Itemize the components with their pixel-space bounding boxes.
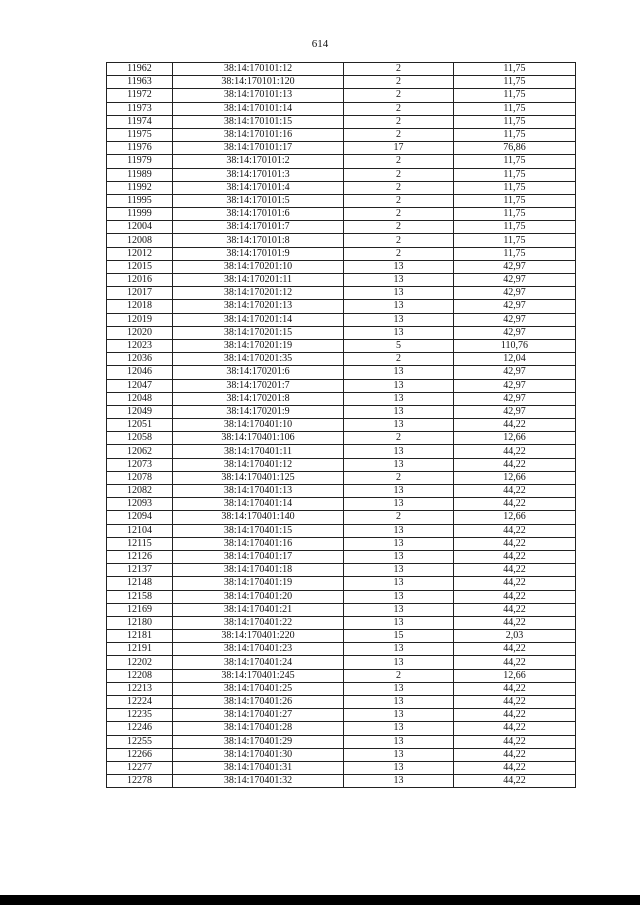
record-number-cell: 12208: [107, 669, 173, 682]
value-cell: 11,75: [454, 168, 576, 181]
count-cell: 13: [344, 735, 454, 748]
count-cell: 17: [344, 142, 454, 155]
count-cell: 2: [344, 168, 454, 181]
count-cell: 2: [344, 128, 454, 141]
table-row: [107, 379, 576, 392]
count-cell: 5: [344, 339, 454, 352]
table-row: [107, 208, 576, 221]
cadastral-number-cell: 38:14:170401:31: [173, 761, 344, 774]
value-cell: 42,97: [454, 366, 576, 379]
count-cell: 13: [344, 682, 454, 695]
cadastral-number-cell: 38:14:170401:22: [173, 616, 344, 629]
value-cell: 12,66: [454, 471, 576, 484]
count-cell: 2: [344, 511, 454, 524]
value-cell: 42,97: [454, 287, 576, 300]
cadastral-number-cell: 38:14:170101:3: [173, 168, 344, 181]
cadastral-number-cell: 38:14:170201:6: [173, 366, 344, 379]
count-cell: 13: [344, 761, 454, 774]
record-number-cell: 12062: [107, 445, 173, 458]
value-cell: 44,22: [454, 761, 576, 774]
table-row: [107, 247, 576, 260]
cadastral-number-cell: 38:14:170401:11: [173, 445, 344, 458]
record-number-cell: 12078: [107, 471, 173, 484]
value-cell: 42,97: [454, 260, 576, 273]
table-row: [107, 194, 576, 207]
cadastral-number-cell: 38:14:170401:125: [173, 471, 344, 484]
table-row: [107, 498, 576, 511]
table-row: [107, 590, 576, 603]
record-number-cell: 12278: [107, 775, 173, 788]
cadastral-number-cell: 38:14:170401:26: [173, 696, 344, 709]
record-number-cell: 12202: [107, 656, 173, 669]
cadastral-number-cell: 38:14:170401:27: [173, 709, 344, 722]
value-cell: 44,22: [454, 616, 576, 629]
record-number-cell: 12036: [107, 353, 173, 366]
table-row: [107, 735, 576, 748]
value-cell: 110,76: [454, 339, 576, 352]
table-row: [107, 511, 576, 524]
table-row: [107, 669, 576, 682]
record-number-cell: 12094: [107, 511, 173, 524]
value-cell: 11,75: [454, 76, 576, 89]
table-row: [107, 392, 576, 405]
cadastral-number-cell: 38:14:170401:12: [173, 458, 344, 471]
cadastral-number-cell: 38:14:170201:9: [173, 405, 344, 418]
record-number-cell: 12058: [107, 432, 173, 445]
table-row: [107, 775, 576, 788]
value-cell: 44,22: [454, 603, 576, 616]
count-cell: 13: [344, 419, 454, 432]
table-row: [107, 353, 576, 366]
record-number-cell: 12191: [107, 643, 173, 656]
table-row: [107, 300, 576, 313]
record-number-cell: 11992: [107, 181, 173, 194]
value-cell: 44,22: [454, 696, 576, 709]
count-cell: 2: [344, 471, 454, 484]
value-cell: 42,97: [454, 274, 576, 287]
value-cell: 11,75: [454, 155, 576, 168]
record-number-cell: 11975: [107, 128, 173, 141]
cadastral-number-cell: 38:14:170401:29: [173, 735, 344, 748]
value-cell: 42,97: [454, 313, 576, 326]
value-cell: 44,22: [454, 775, 576, 788]
value-cell: 11,75: [454, 181, 576, 194]
record-number-cell: 12016: [107, 274, 173, 287]
count-cell: 13: [344, 274, 454, 287]
count-cell: 2: [344, 194, 454, 207]
count-cell: 13: [344, 498, 454, 511]
record-number-cell: 12224: [107, 696, 173, 709]
scan-edge: [0, 895, 640, 905]
cadastral-number-cell: 38:14:170401:20: [173, 590, 344, 603]
table-row: [107, 643, 576, 656]
record-number-cell: 12126: [107, 550, 173, 563]
record-number-cell: 12266: [107, 748, 173, 761]
value-cell: 42,97: [454, 326, 576, 339]
count-cell: 15: [344, 630, 454, 643]
count-cell: 2: [344, 181, 454, 194]
page-number: 614: [311, 38, 329, 50]
table-row: [107, 168, 576, 181]
value-cell: 12,66: [454, 669, 576, 682]
value-cell: 11,75: [454, 89, 576, 102]
value-cell: 42,97: [454, 392, 576, 405]
cadastral-number-cell: 38:14:170201:7: [173, 379, 344, 392]
record-number-cell: 12235: [107, 709, 173, 722]
table-row: [107, 603, 576, 616]
cadastral-number-cell: 38:14:170201:8: [173, 392, 344, 405]
cadastral-number-cell: 38:14:170101:17: [173, 142, 344, 155]
value-cell: 44,22: [454, 550, 576, 563]
table-row: [107, 326, 576, 339]
record-number-cell: 12012: [107, 247, 173, 260]
value-cell: 44,22: [454, 590, 576, 603]
count-cell: 13: [344, 366, 454, 379]
table-row: [107, 748, 576, 761]
value-cell: 44,22: [454, 498, 576, 511]
table-row: [107, 405, 576, 418]
table-row: [107, 722, 576, 735]
table-row: [107, 115, 576, 128]
cadastral-number-cell: 38:14:170401:25: [173, 682, 344, 695]
record-number-cell: 12148: [107, 577, 173, 590]
record-number-cell: 12019: [107, 313, 173, 326]
record-number-cell: 12023: [107, 339, 173, 352]
count-cell: 13: [344, 550, 454, 563]
record-number-cell: 12017: [107, 287, 173, 300]
cadastral-number-cell: 38:14:170401:10: [173, 419, 344, 432]
count-cell: 2: [344, 669, 454, 682]
record-number-cell: 12004: [107, 221, 173, 234]
registry-table-body: [107, 63, 576, 788]
cadastral-number-cell: 38:14:170101:13: [173, 89, 344, 102]
table-row: [107, 274, 576, 287]
cadastral-number-cell: 38:14:170101:12: [173, 63, 344, 76]
count-cell: 2: [344, 247, 454, 260]
value-cell: 11,75: [454, 247, 576, 260]
cadastral-number-cell: 38:14:170101:2: [173, 155, 344, 168]
value-cell: 44,22: [454, 656, 576, 669]
count-cell: 13: [344, 300, 454, 313]
value-cell: 76,86: [454, 142, 576, 155]
count-cell: 13: [344, 643, 454, 656]
table-row: [107, 682, 576, 695]
value-cell: 11,75: [454, 102, 576, 115]
record-number-cell: 12015: [107, 260, 173, 273]
table-row: [107, 564, 576, 577]
value-cell: 44,22: [454, 643, 576, 656]
table-row: [107, 128, 576, 141]
count-cell: 2: [344, 432, 454, 445]
cadastral-number-cell: 38:14:170401:23: [173, 643, 344, 656]
cadastral-number-cell: 38:14:170201:12: [173, 287, 344, 300]
table-row: [107, 287, 576, 300]
table-row: [107, 313, 576, 326]
record-number-cell: 12046: [107, 366, 173, 379]
value-cell: 44,22: [454, 748, 576, 761]
count-cell: 13: [344, 287, 454, 300]
count-cell: 2: [344, 208, 454, 221]
record-number-cell: 11999: [107, 208, 173, 221]
record-number-cell: 11979: [107, 155, 173, 168]
value-cell: 11,75: [454, 234, 576, 247]
table-row: [107, 616, 576, 629]
cadastral-number-cell: 38:14:170101:16: [173, 128, 344, 141]
table-row: [107, 524, 576, 537]
record-number-cell: 11963: [107, 76, 173, 89]
value-cell: 44,22: [454, 564, 576, 577]
record-number-cell: 12137: [107, 564, 173, 577]
table-row: [107, 761, 576, 774]
cadastral-number-cell: 38:14:170201:35: [173, 353, 344, 366]
value-cell: 44,22: [454, 537, 576, 550]
value-cell: 11,75: [454, 208, 576, 221]
cadastral-number-cell: 38:14:170101:14: [173, 102, 344, 115]
table-row: [107, 102, 576, 115]
record-number-cell: 11962: [107, 63, 173, 76]
value-cell: 42,97: [454, 300, 576, 313]
table-row: [107, 537, 576, 550]
record-number-cell: 12255: [107, 735, 173, 748]
count-cell: 2: [344, 89, 454, 102]
record-number-cell: 12049: [107, 405, 173, 418]
count-cell: 13: [344, 616, 454, 629]
table-row: [107, 155, 576, 168]
value-cell: 44,22: [454, 458, 576, 471]
count-cell: 2: [344, 221, 454, 234]
record-number-cell: 12104: [107, 524, 173, 537]
value-cell: 11,75: [454, 128, 576, 141]
value-cell: 11,75: [454, 194, 576, 207]
record-number-cell: 12158: [107, 590, 173, 603]
record-number-cell: 11989: [107, 168, 173, 181]
table-row: [107, 142, 576, 155]
count-cell: 2: [344, 63, 454, 76]
table-row: [107, 221, 576, 234]
value-cell: 44,22: [454, 682, 576, 695]
count-cell: 13: [344, 537, 454, 550]
record-number-cell: 11995: [107, 194, 173, 207]
record-number-cell: 12047: [107, 379, 173, 392]
count-cell: 13: [344, 590, 454, 603]
value-cell: 44,22: [454, 709, 576, 722]
cadastral-number-cell: 38:14:170401:15: [173, 524, 344, 537]
cadastral-number-cell: 38:14:170401:30: [173, 748, 344, 761]
cadastral-number-cell: 38:14:170201:10: [173, 260, 344, 273]
table-row: [107, 339, 576, 352]
count-cell: 13: [344, 709, 454, 722]
table-row: [107, 471, 576, 484]
record-number-cell: 12213: [107, 682, 173, 695]
record-number-cell: 12008: [107, 234, 173, 247]
table-row: [107, 432, 576, 445]
table-row: [107, 656, 576, 669]
table-row: [107, 485, 576, 498]
count-cell: 13: [344, 445, 454, 458]
count-cell: 13: [344, 696, 454, 709]
count-cell: 13: [344, 313, 454, 326]
count-cell: 13: [344, 326, 454, 339]
value-cell: 2,03: [454, 630, 576, 643]
value-cell: 44,22: [454, 735, 576, 748]
table-row: [107, 458, 576, 471]
value-cell: 44,22: [454, 722, 576, 735]
value-cell: 44,22: [454, 419, 576, 432]
value-cell: 42,97: [454, 379, 576, 392]
count-cell: 13: [344, 405, 454, 418]
cadastral-number-cell: 38:14:170401:28: [173, 722, 344, 735]
value-cell: 12,04: [454, 353, 576, 366]
count-cell: 2: [344, 353, 454, 366]
cadastral-number-cell: 38:14:170201:13: [173, 300, 344, 313]
record-number-cell: 12115: [107, 537, 173, 550]
table-row: [107, 260, 576, 273]
count-cell: 13: [344, 458, 454, 471]
record-number-cell: 12246: [107, 722, 173, 735]
cadastral-number-cell: 38:14:170401:21: [173, 603, 344, 616]
cadastral-number-cell: 38:14:170201:14: [173, 313, 344, 326]
cadastral-number-cell: 38:14:170101:120: [173, 76, 344, 89]
record-number-cell: 11972: [107, 89, 173, 102]
value-cell: 44,22: [454, 485, 576, 498]
record-number-cell: 12018: [107, 300, 173, 313]
cadastral-number-cell: 38:14:170201:15: [173, 326, 344, 339]
record-number-cell: 12277: [107, 761, 173, 774]
cadastral-number-cell: 38:14:170401:13: [173, 485, 344, 498]
count-cell: 13: [344, 485, 454, 498]
count-cell: 2: [344, 102, 454, 115]
count-cell: 13: [344, 775, 454, 788]
count-cell: 13: [344, 656, 454, 669]
value-cell: 44,22: [454, 524, 576, 537]
record-number-cell: 12093: [107, 498, 173, 511]
table-row: [107, 577, 576, 590]
count-cell: 13: [344, 392, 454, 405]
value-cell: 44,22: [454, 445, 576, 458]
cadastral-number-cell: 38:14:170101:7: [173, 221, 344, 234]
value-cell: 44,22: [454, 577, 576, 590]
table-row: [107, 419, 576, 432]
cadastral-number-cell: 38:14:170101:4: [173, 181, 344, 194]
record-number-cell: 12169: [107, 603, 173, 616]
table-row: [107, 445, 576, 458]
cadastral-number-cell: 38:14:170201:19: [173, 339, 344, 352]
table-row: [107, 63, 576, 76]
cadastral-number-cell: 38:14:170401:14: [173, 498, 344, 511]
record-number-cell: 12051: [107, 419, 173, 432]
record-number-cell: 12020: [107, 326, 173, 339]
table-row: [107, 181, 576, 194]
cadastral-number-cell: 38:14:170401:245: [173, 669, 344, 682]
cadastral-number-cell: 38:14:170101:5: [173, 194, 344, 207]
cadastral-number-cell: 38:14:170101:6: [173, 208, 344, 221]
cadastral-number-cell: 38:14:170201:11: [173, 274, 344, 287]
table-row: [107, 366, 576, 379]
cadastral-number-cell: 38:14:170101:15: [173, 115, 344, 128]
count-cell: 13: [344, 524, 454, 537]
table-row: [107, 89, 576, 102]
cadastral-number-cell: 38:14:170401:18: [173, 564, 344, 577]
count-cell: 13: [344, 748, 454, 761]
table-row: [107, 630, 576, 643]
value-cell: 12,66: [454, 511, 576, 524]
count-cell: 13: [344, 577, 454, 590]
value-cell: 11,75: [454, 221, 576, 234]
record-number-cell: 12180: [107, 616, 173, 629]
table-row: [107, 234, 576, 247]
count-cell: 13: [344, 260, 454, 273]
cadastral-number-cell: 38:14:170101:8: [173, 234, 344, 247]
record-number-cell: 11974: [107, 115, 173, 128]
registry-table: [106, 62, 576, 788]
cadastral-number-cell: 38:14:170101:9: [173, 247, 344, 260]
count-cell: 13: [344, 722, 454, 735]
record-number-cell: 11976: [107, 142, 173, 155]
cadastral-number-cell: 38:14:170401:140: [173, 511, 344, 524]
count-cell: 2: [344, 115, 454, 128]
count-cell: 2: [344, 234, 454, 247]
value-cell: 42,97: [454, 405, 576, 418]
count-cell: 2: [344, 76, 454, 89]
cadastral-number-cell: 38:14:170401:24: [173, 656, 344, 669]
cadastral-number-cell: 38:14:170401:19: [173, 577, 344, 590]
cadastral-number-cell: 38:14:170401:16: [173, 537, 344, 550]
count-cell: 13: [344, 379, 454, 392]
table-row: [107, 709, 576, 722]
table-row: [107, 76, 576, 89]
table-row: [107, 696, 576, 709]
table-row: [107, 550, 576, 563]
count-cell: 13: [344, 564, 454, 577]
value-cell: 11,75: [454, 63, 576, 76]
cadastral-number-cell: 38:14:170401:106: [173, 432, 344, 445]
record-number-cell: 12048: [107, 392, 173, 405]
count-cell: 13: [344, 603, 454, 616]
cadastral-number-cell: 38:14:170401:17: [173, 550, 344, 563]
cadastral-number-cell: 38:14:170401:32: [173, 775, 344, 788]
value-cell: 12,66: [454, 432, 576, 445]
value-cell: 11,75: [454, 115, 576, 128]
cadastral-number-cell: 38:14:170401:220: [173, 630, 344, 643]
record-number-cell: 12181: [107, 630, 173, 643]
record-number-cell: 12073: [107, 458, 173, 471]
count-cell: 2: [344, 155, 454, 168]
record-number-cell: 12082: [107, 485, 173, 498]
record-number-cell: 11973: [107, 102, 173, 115]
